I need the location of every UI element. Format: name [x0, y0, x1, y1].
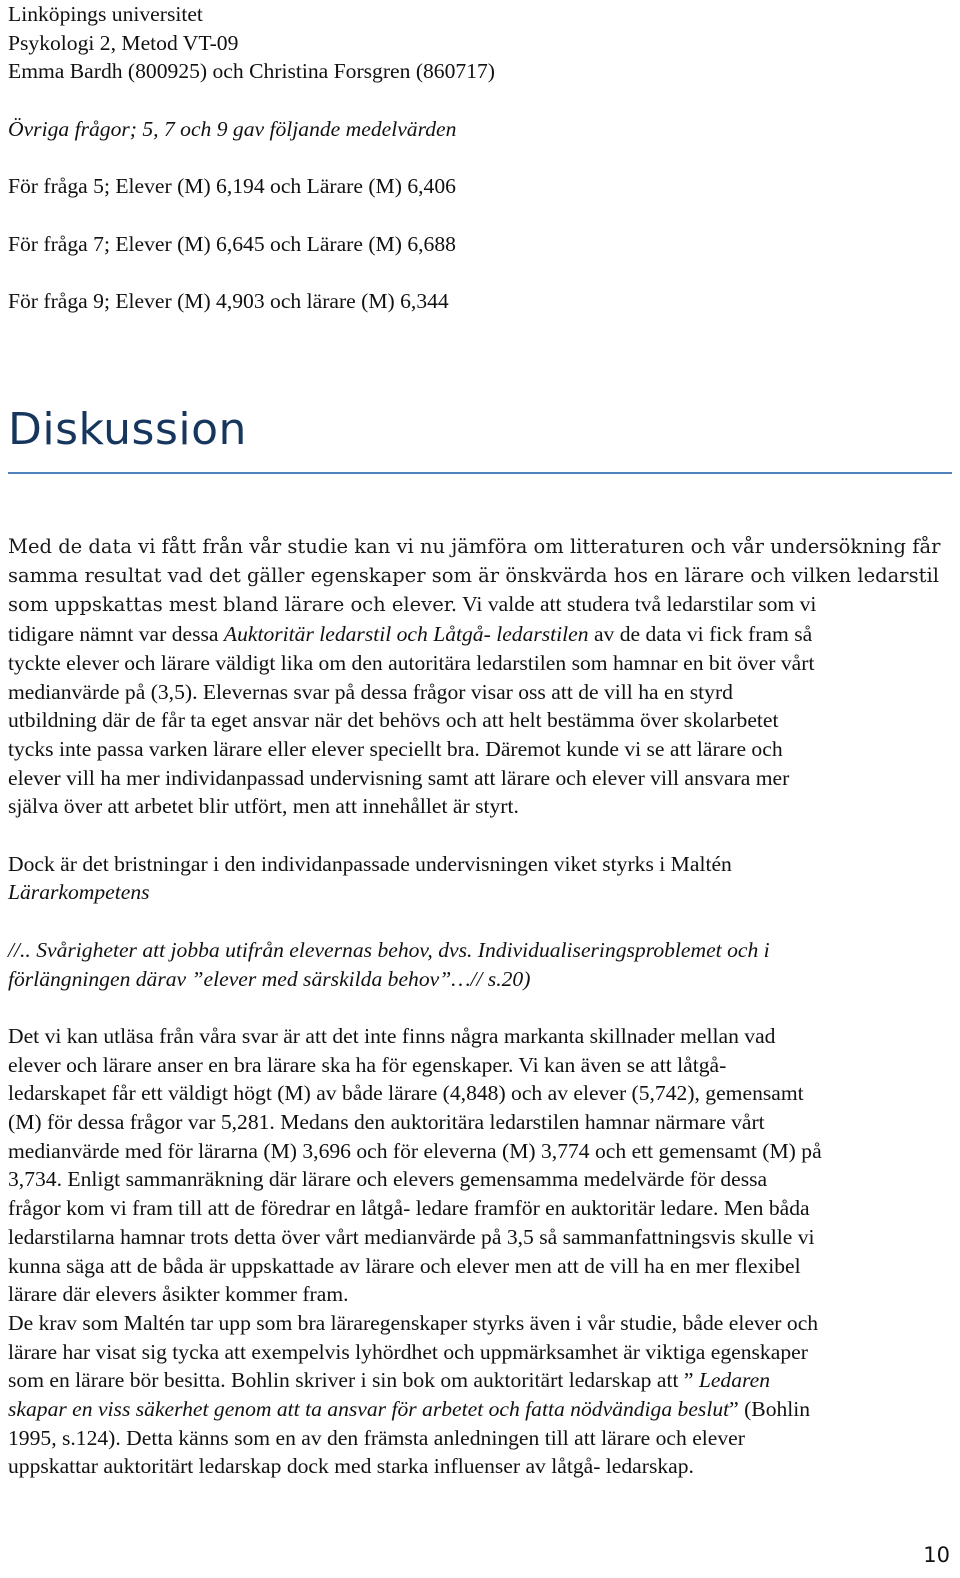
paragraph-line: lärare har visat sig tycka att exempelvis lyhördhet och uppmärksamhet är viktiga egenskaper: [8, 1339, 808, 1364]
paragraph-line: tidigare nämnt var dessa Auktoritär ledarstil och Låtgå- ledarstilen av de data vi fick fram så: [8, 622, 813, 647]
paragraph-line: 3,734. Enligt sammanräkning där lärare och elevers gemensamma medelvärde för dessa: [8, 1167, 768, 1192]
paragraph-line: Det vi kan utläsa från våra svar är att det inte finns några markanta skillnader mellan vad: [8, 1023, 776, 1048]
result-question-5: För fråga 5; Elever (M) 6,194 och Lärare (M) 6,406: [8, 174, 456, 199]
authors: Emma Bardh (800925) och Christina Forsgren (860717): [8, 59, 495, 84]
paragraph-line: kunna säga att de båda är uppskattade av lärare och elever men att de vill ha en mer flexibel: [8, 1253, 801, 1278]
paragraph-line: utbildning där de får ta eget ansvar när det behövs och att helt bestämma över skolarbetet: [8, 708, 779, 733]
paragraph-line: (M) för dessa frågor var 5,281. Medans den auktoritära ledarstilen hamnar närmare vårt: [8, 1110, 765, 1135]
discussion-paragraph-1-cont: [8, 620, 952, 821]
page-number: 10: [923, 1543, 950, 1568]
discussion-paragraph-1: [8, 533, 952, 620]
paragraph-line: som uppskattas mest bland lärare och elever. Vi valde att studera två ledarstilar som vi: [8, 592, 817, 617]
paragraph-line: De krav som Maltén tar upp som bra läraregenskaper styrks även i vår studie, både elever och: [8, 1310, 819, 1335]
paragraph-line: själva över att arbetet blir utfört, men att innehållet är styrt.: [8, 794, 519, 819]
discussion-paragraph-4: [8, 1022, 952, 1309]
paragraph-line: 1995, s.124). Detta känns som en av den främsta anledningen till att lärare och elever: [8, 1425, 745, 1450]
result-question-7: För fråga 7; Elever (M) 6,645 och Lärare (M) 6,688: [8, 231, 456, 256]
quote-paragraph: [8, 936, 952, 993]
document-header: [8, 0, 952, 86]
university-name: Linköpings universitet: [8, 2, 203, 26]
results-section: [8, 115, 952, 316]
result-question-9: För fråga 9; Elever (M) 4,903 och lärare (M) 6,344: [8, 288, 449, 313]
paragraph-line: elever vill ha mer individanpassad undervisning samt att lärare och elever vill ansvara mer: [8, 765, 790, 790]
paragraph-line: medianvärde på (3,5). Elevernas svar på dessa frågor visar oss att de vill ha en styrd: [8, 679, 733, 704]
paragraph-line: uppskattar auktoritärt ledarskap dock med starka influenser av låtgå- ledarskap.: [8, 1454, 694, 1479]
results-intro: Övriga frågor; 5, 7 och 9 gav följande medelvärden: [8, 116, 457, 141]
document-page: [8, 0, 952, 1479]
course-name: Psykologi 2, Metod VT-09: [8, 30, 239, 55]
paragraph-line: skapar en viss säkerhet genom att ta ansvar för arbetet och fatta nödvändiga beslut” (Bohlin: [8, 1397, 811, 1422]
paragraph-line: Med de data vi fått från vår studie kan vi nu jämföra om litteraturen och vår undersökning får: [8, 535, 941, 558]
paragraph-line: ledarskapet får ett väldigt högt (M) av både lärare (4,848) och av elever (5,742), gemensamt: [8, 1081, 804, 1106]
discussion-heading: [8, 400, 952, 474]
paragraph-line: som en lärare bör besitta. Bohlin skriver i sin bok om auktoritärt ledarskap att ” Ledaren: [8, 1368, 770, 1393]
paragraph-line: elever och lärare anser en bra lärare ska ha för egenskaper. Vi kan även se att låtgå-: [8, 1052, 727, 1077]
paragraph-line: lärare där elevers åsikter kommer fram.: [8, 1282, 349, 1307]
discussion-body: [8, 533, 952, 1481]
discussion-paragraph-5: [8, 1309, 952, 1481]
paragraph-line: ledarstilarna hamnar trots detta över vårt medianvärde på 3,5 så sammanfattningsvis skulle vi: [8, 1224, 815, 1249]
quote-line: //.. Svårigheter att jobba utifrån elevernas behov, dvs. Individualiseringsproblemet och i: [8, 937, 770, 962]
paragraph-line: Dock är det bristningar i den individanpassade undervisningen viket styrks i Maltén: [8, 851, 732, 876]
paragraph-line: medianvärde med för lärarna (M) 3,696 och för eleverna (M) 3,774 och ett gemensamt (M) på: [8, 1138, 822, 1163]
heading-text: Diskussion: [8, 404, 247, 455]
paragraph-line: samma resultat vad det gäller egenskaper som är önskvärda hos en lärare och vilken ledarstil: [8, 563, 939, 587]
paragraph-line: tyckte elever och lärare väldigt lika om den autoritära ledarstilen som hamnar en bit över vårt: [8, 650, 815, 675]
paragraph-line: tycks inte passa varken lärare eller elever speciellt bra. Däremot kunde vi se att lärare och: [8, 736, 783, 761]
quote-line: förlängningen därav ”elever med särskilda behov”…// s.20): [8, 966, 531, 991]
paragraph-line: frågor kom vi fram till att de föredrar en låtgå- ledare framför en auktoritär ledare. Men båda: [8, 1196, 810, 1221]
paragraph-line: Lärarkompetens: [8, 880, 150, 905]
discussion-paragraph-2: [8, 850, 952, 907]
